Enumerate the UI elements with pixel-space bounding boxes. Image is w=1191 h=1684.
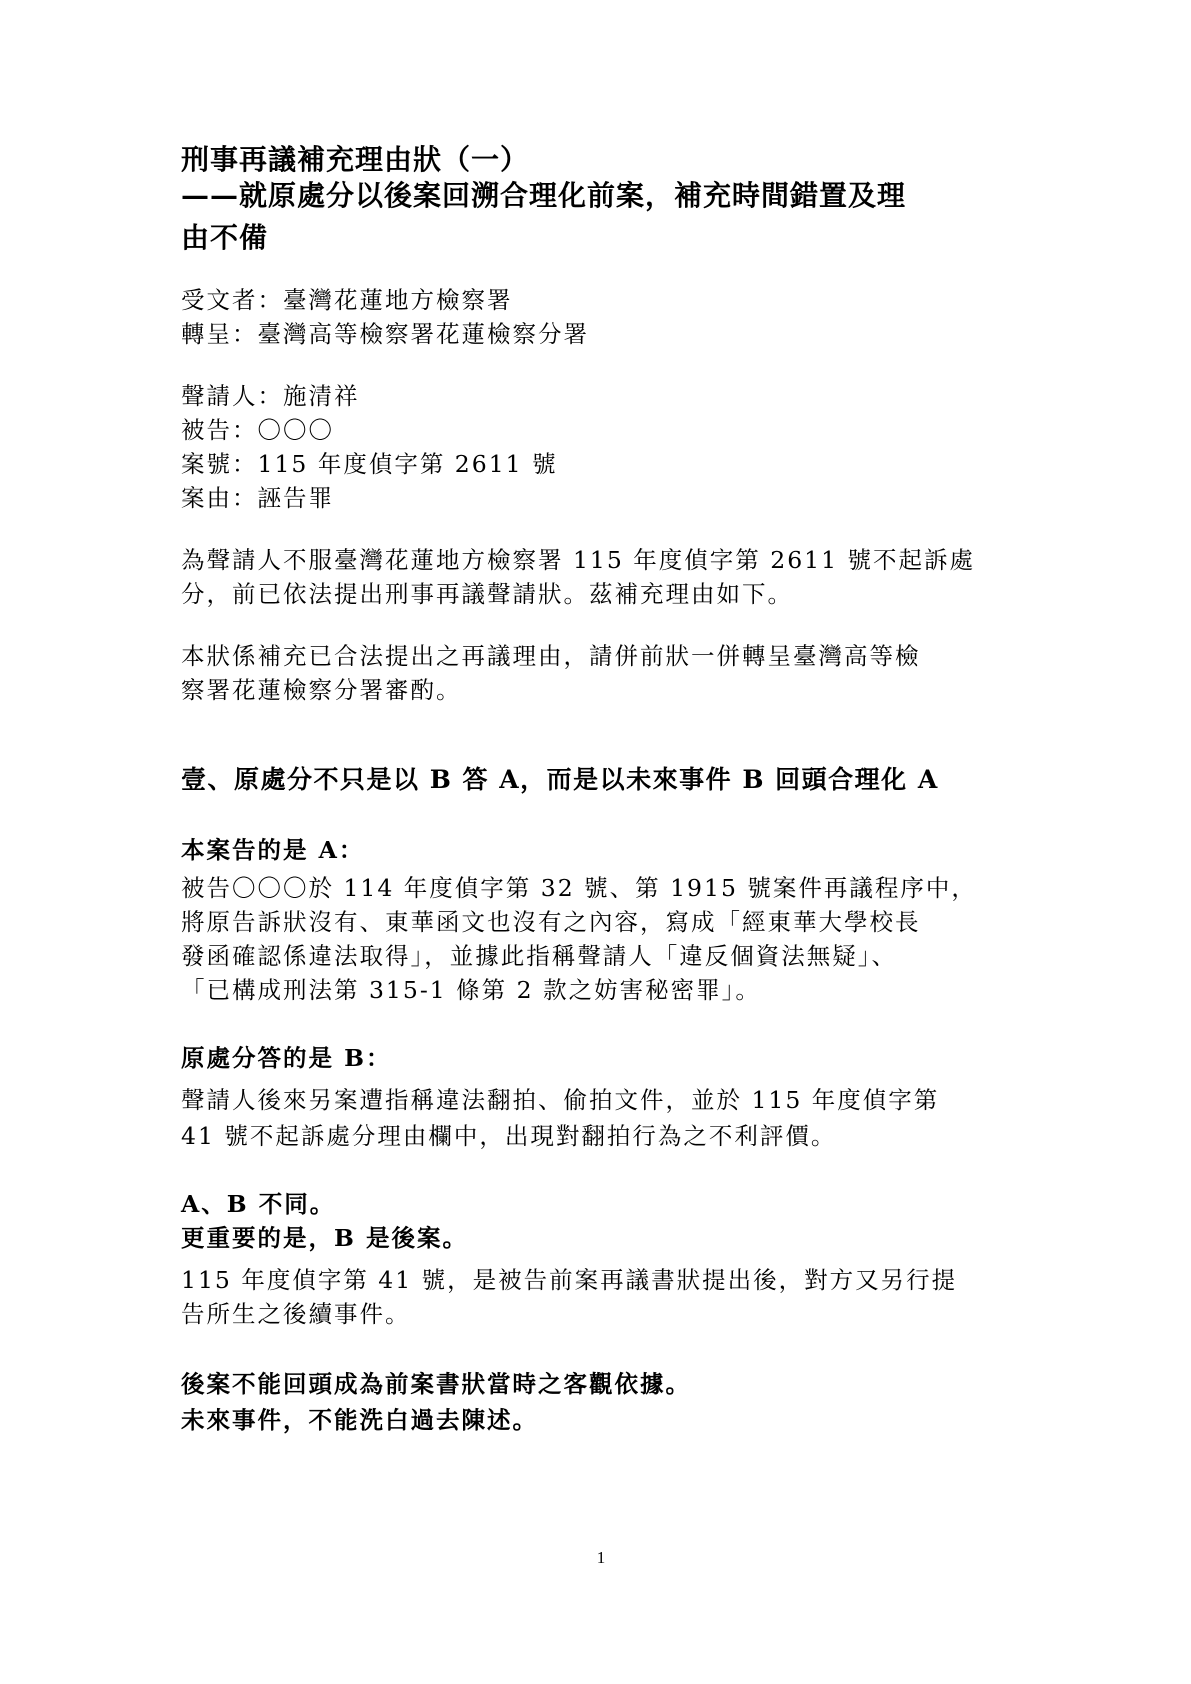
document-title-line-3: 由不備 (181, 221, 269, 254)
paragraph-a-line-4: 「已構成刑法第 315-1 條第 2 款之妨害秘密罪」。 (181, 976, 761, 1004)
case-number-line: 案號：115 年度偵字第 2611 號 (181, 450, 558, 478)
intro-paragraph-1-line-1: 為聲請人不服臺灣花蓮地方檢察署 115 年度偵字第 2611 號不起訴處 (181, 546, 976, 574)
intro-paragraph-2-line-2: 察署花蓮檢察分署審酌。 (181, 676, 462, 704)
paragraph-a-line-2: 將原告訴狀沒有、東華函文也沒有之內容，寫成「經東華大學校長 (181, 908, 921, 936)
document-title-line-2: ——就原處分以後案回溯合理化前案，補充時間錯置及理 (181, 179, 907, 212)
paragraph-b-line-1: 聲請人後來另案遭指稱違法翻拍、偷拍文件，並於 115 年度偵字第 (181, 1086, 940, 1114)
section-1-heading: 壹、原處分不只是以 B 答 A，而是以未來事件 B 回頭合理化 A (181, 765, 939, 794)
applicant-line: 聲請人：施清祥 (181, 382, 360, 410)
later-case-line-2: 告所生之後續事件。 (181, 1300, 411, 1328)
document-title-line-1: 刑事再議補充理由狀（一） (181, 143, 530, 176)
document-page (181, 0, 1021, 1684)
page-number: 1 (596, 1548, 606, 1567)
conclusion-line-1: 後案不能回頭成為前案書狀當時之客觀依據。 (181, 1370, 691, 1398)
paragraph-a-line-3: 發函確認係違法取得」，並據此指稱聲請人「違反個資法無疑」、 (181, 942, 897, 970)
conclusion-line-2: 未來事件，不能洗白過去陳述。 (181, 1406, 538, 1434)
forward-line: 轉呈：臺灣高等檢察署花蓮檢察分署 (181, 320, 589, 348)
defendant-line: 被告：〇〇〇 (181, 416, 334, 444)
paragraph-b-line-2: 41 號不起訴處分理由欄中，出現對翻拍行為之不利評價。 (181, 1122, 837, 1150)
intro-paragraph-2-line-1: 本狀係補充已合法提出之再議理由，請併前狀一併轉呈臺灣高等檢 (181, 642, 921, 670)
subheading-b: 原處分答的是 B： (181, 1044, 392, 1072)
case-cause-line: 案由：誣告罪 (181, 484, 334, 512)
paragraph-a-line-1: 被告〇〇〇於 114 年度偵字第 32 號、第 1915 號案件再議程序中， (181, 874, 977, 902)
recipient-line: 受文者：臺灣花蓮地方檢察署 (181, 286, 513, 314)
intro-paragraph-1-line-2: 分，前已依法提出刑事再議聲請狀。茲補充理由如下。 (181, 580, 793, 608)
subheading-a: 本案告的是 A： (181, 836, 365, 864)
later-case-line-1: 115 年度偵字第 41 號，是被告前案再議書狀提出後，對方又另行提 (181, 1266, 958, 1294)
key-point-statement: 更重要的是，B 是後案。 (181, 1224, 469, 1252)
difference-statement: A、B 不同。 (181, 1190, 336, 1218)
